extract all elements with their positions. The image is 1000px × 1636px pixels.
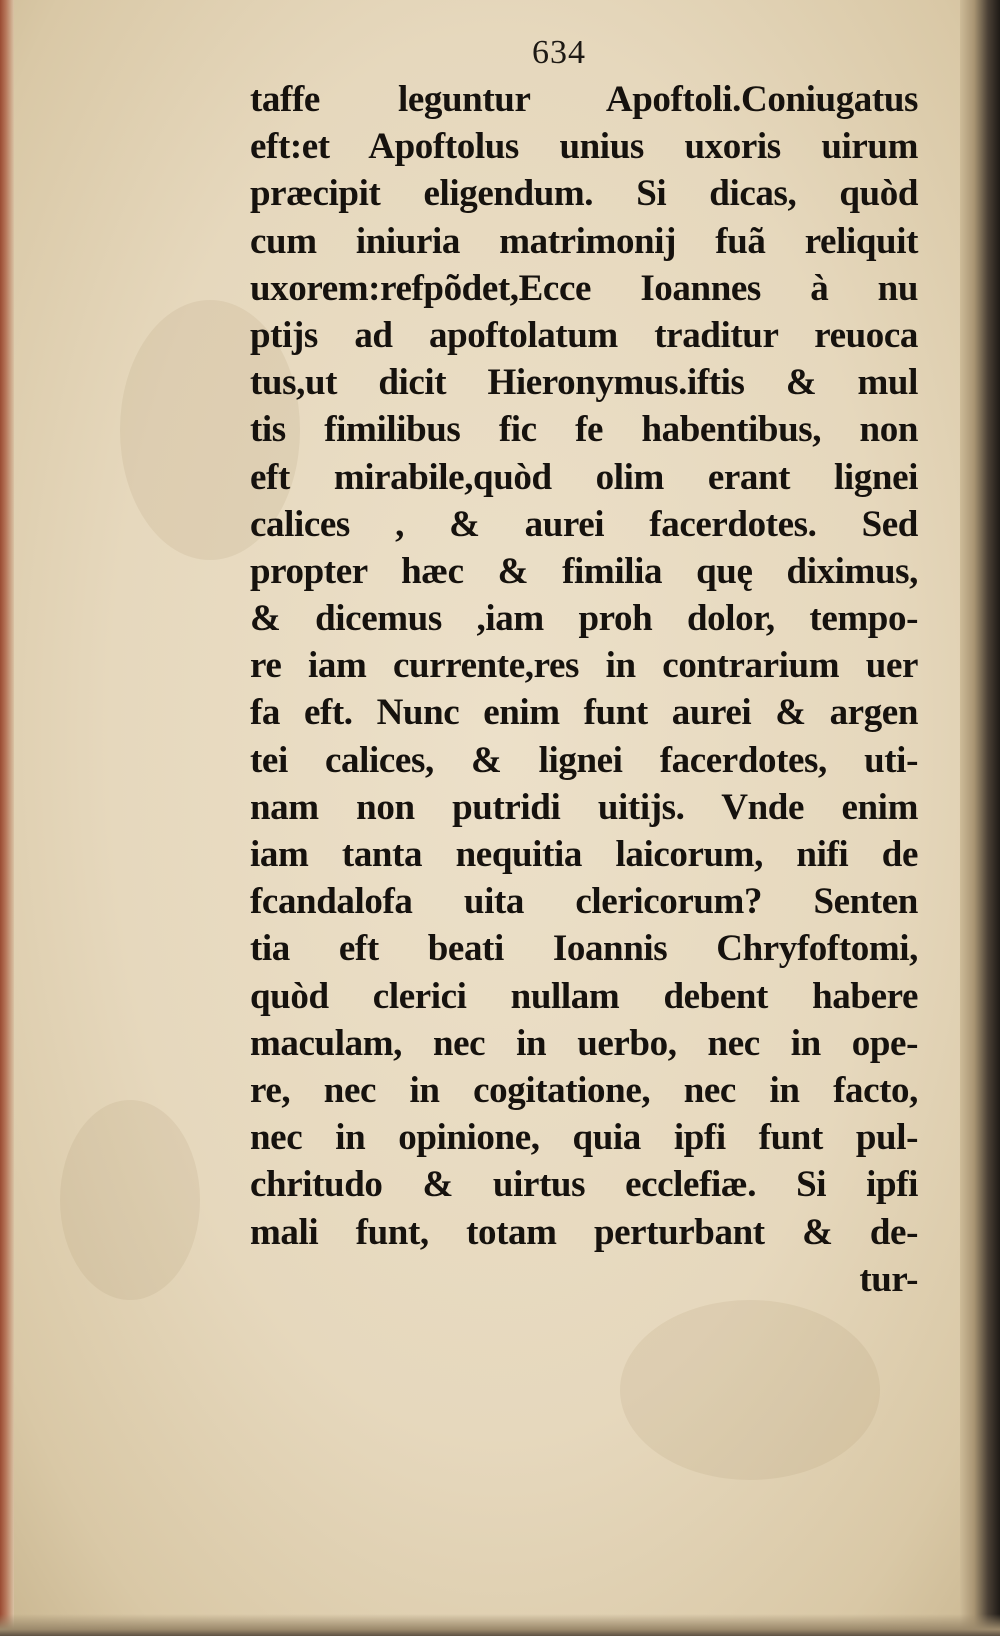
- text-line: & dicemus ,iam proh dolor, tempo-: [250, 598, 918, 640]
- text-line: taffe leguntur Apoftoli.Coniugatus: [250, 79, 918, 120]
- paper-stain: [620, 1300, 880, 1480]
- text-line: maculam, nec in uerbo, nec in ope-: [250, 1022, 918, 1064]
- text-line: nec in opinione, quia ipfi funt pul-: [250, 1117, 918, 1159]
- text-line: calices , & aurei facerdotes. Sed: [250, 503, 918, 545]
- text-line: tis fimilibus fic fe habentibus, non: [250, 409, 918, 451]
- text-line: iam tanta nequitia laicorum, nifi de: [250, 834, 918, 875]
- text-line: propter hæc & fimilia quę diximus,: [250, 550, 918, 592]
- text-line: re iam currente,res in contrarium uer: [250, 645, 918, 687]
- text-line: fa eft. Nunc enim funt aurei & argen: [250, 692, 918, 734]
- page-number: 634: [532, 34, 586, 71]
- text-line: uxorem:refpõdet,Ecce Ioannes à nu: [250, 267, 918, 309]
- text-line: mali funt, totam perturbant & de-: [250, 1211, 918, 1253]
- text-line: nam non putridi uitijs. Vnde enim: [250, 786, 918, 828]
- body-text: [250, 76, 918, 1303]
- text-line: re, nec in cogitatione, nec in facto,: [250, 1069, 918, 1111]
- text-line: tus,ut dicit Hieronymus.iftis & mul: [250, 362, 918, 404]
- book-binding-edge: [960, 0, 1000, 1636]
- catchword: tur-: [859, 1258, 918, 1300]
- text-line: ptijs ad apoftolatum traditur reuoca: [250, 314, 918, 356]
- paper-stain: [60, 1100, 200, 1300]
- text-line: quòd clerici nullam debent habere: [250, 975, 918, 1017]
- text-line: fcandalofa uita clericorum? Senten: [250, 881, 918, 923]
- text-line: tia eft beati Ioannis Chryfoftomi,: [250, 928, 918, 970]
- text-line: tei calices, & lignei facerdotes, uti-: [250, 739, 918, 781]
- text-line: eft mirabile,quòd olim erant lignei: [250, 456, 918, 498]
- page-bottom-edge: [0, 1614, 1000, 1636]
- text-line: eft:et Apoftolus unius uxoris uirum: [250, 126, 918, 168]
- text-line: chritudo & uirtus ecclefiæ. Si ipfi: [250, 1164, 918, 1206]
- text-line: cum iniuria matrimonij fuã reliquit: [250, 220, 918, 262]
- text-line: præcipit eligendum. Si dicas, quòd: [250, 173, 918, 215]
- page-left-edge: [0, 0, 14, 1636]
